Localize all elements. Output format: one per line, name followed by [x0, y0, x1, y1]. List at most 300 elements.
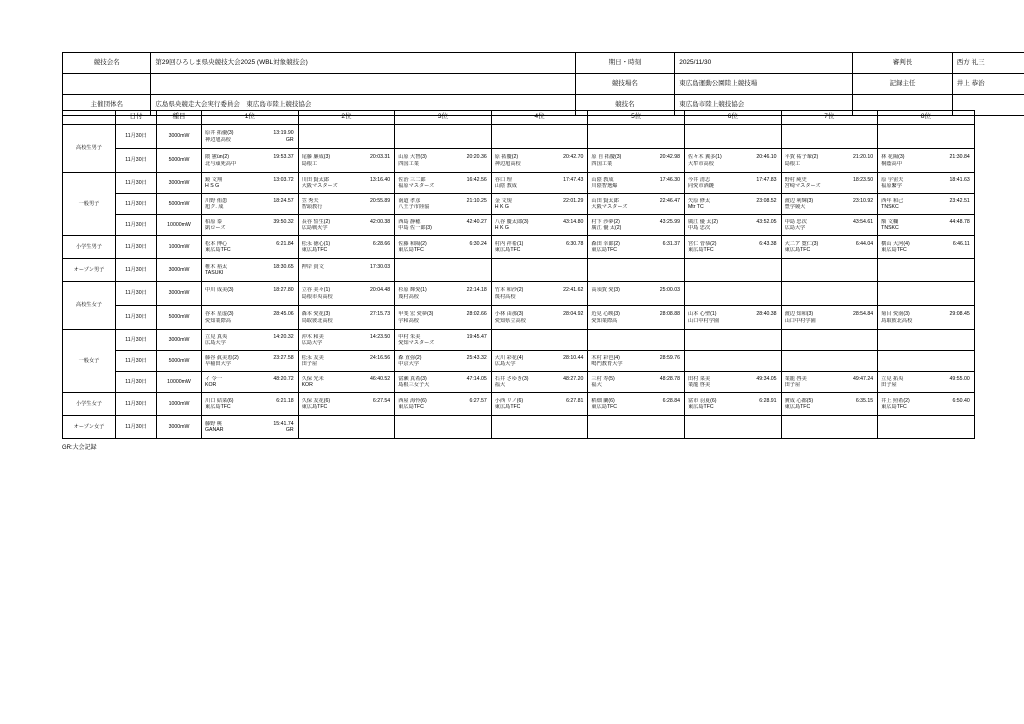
result-entry: [685, 218, 781, 233]
header-value-2: 2025/11/30: [675, 53, 853, 74]
result-cell: [781, 236, 878, 259]
event-cell: 3000mW: [157, 259, 202, 282]
result-entry: [782, 153, 878, 168]
table-row: [63, 393, 975, 416]
result-time: 43:14.80: [563, 218, 584, 225]
record-badge: GR: [285, 427, 294, 433]
result-entry: [299, 286, 395, 301]
athlete-affiliation: 廣江 優 太(2): [591, 225, 622, 231]
result-time: 28:08.88: [659, 311, 680, 317]
athlete-affiliation: 愛知マスターズ: [398, 340, 435, 346]
athlete-affiliation: 福原マスターズ: [398, 183, 435, 189]
table-row: [63, 306, 975, 330]
result-cell: [588, 194, 685, 215]
athlete-affiliation: GANAR: [205, 427, 224, 433]
athlete-affiliation: 鳥取彼北高校: [301, 317, 333, 324]
result-time: 22:46.47: [659, 197, 680, 204]
result-time: 43:52.05: [756, 218, 777, 225]
category-cell: 小学生女子: [63, 393, 116, 416]
athlete-affiliation: 八王子市陸協: [398, 204, 430, 210]
athlete-name: 柏原 泰: [205, 218, 223, 225]
column-header: 種目: [157, 111, 202, 125]
header-row: [63, 53, 1024, 74]
athlete-affiliation: 広島大学: [301, 340, 323, 346]
result-entry: [878, 218, 974, 233]
result-cell: [588, 236, 685, 259]
athlete-affiliation: 智頭教行: [301, 204, 323, 210]
result-entry: [588, 333, 684, 348]
result-time: 18:23.50: [852, 176, 874, 183]
result-cell: [781, 125, 878, 149]
athlete-affiliation: 四国工業: [591, 160, 613, 167]
result-cell: [684, 194, 781, 215]
athlete-name: 久保 友花(6): [301, 397, 331, 404]
result-entry: [202, 286, 298, 301]
result-cell: [298, 125, 395, 149]
table-row: [63, 372, 975, 393]
athlete-affiliation: 四国工業: [398, 160, 419, 167]
result-entry: [492, 375, 588, 390]
result-cell: [491, 149, 588, 173]
result-cell: [395, 416, 492, 439]
result-time: 48:28.78: [659, 375, 680, 382]
result-cell: [781, 372, 878, 393]
result-cell: [202, 125, 299, 149]
header-value-2: 東広島市陸上競技協会: [675, 95, 853, 116]
result-entry: [588, 375, 684, 390]
table-row: [63, 236, 975, 259]
result-entry: [395, 240, 491, 255]
result-cell: [878, 306, 975, 330]
result-time: 49:55.00: [949, 375, 970, 382]
result-entry: [202, 263, 298, 278]
athlete-affiliation: 神辺旭高校: [205, 136, 231, 143]
result-cell: [684, 416, 781, 439]
athlete-name: 富瀬 真希(3): [398, 375, 427, 382]
result-entry: [782, 333, 878, 348]
result-cell: [491, 236, 588, 259]
event-cell: 10000mW: [157, 372, 202, 393]
athlete-affiliation: 愛知業際高: [591, 317, 618, 324]
athlete-affiliation: 広島大学: [784, 225, 806, 231]
athlete-affiliation: 凱ローズ: [205, 225, 226, 231]
result-cell: [395, 236, 492, 259]
result-cell: [395, 125, 492, 149]
athlete-affiliation: 業龍 啓美: [687, 382, 711, 388]
athlete-affiliation: H K G: [494, 204, 509, 210]
result-time: 20:03.31: [369, 154, 391, 160]
result-entry: [395, 153, 491, 168]
table-row: [63, 259, 975, 282]
category-cell: オープン男子: [63, 259, 116, 282]
athlete-affiliation: 東広島TFC: [398, 404, 424, 410]
result-cell: [298, 215, 395, 236]
athlete-affiliation: 鳥取彼北高校: [881, 317, 913, 324]
athlete-name: 尾藤 廉成(3): [301, 154, 331, 160]
athlete-name: 佐々木 翼多(1): [687, 154, 722, 160]
result-cell: [878, 351, 975, 372]
athlete-name: 矢原 修太: [687, 197, 711, 204]
athlete-name: 横山 大河(4): [881, 240, 910, 247]
result-entry: [202, 420, 298, 435]
athlete-name: 原井 拓優(3): [205, 130, 234, 136]
athlete-name: 廣江 優 太(2): [687, 218, 718, 225]
athlete-affiliation: 東広島TFC: [301, 404, 328, 410]
athlete-name: 村下 沙夢(2): [591, 218, 620, 225]
result-entry: [782, 354, 878, 369]
result-entry: [492, 129, 588, 144]
result-cell: [684, 330, 781, 351]
result-time: 49:47.24: [852, 375, 874, 382]
result-cell: [491, 215, 588, 236]
result-entry: [299, 218, 395, 233]
athlete-name: 富市 羽夏(6): [687, 397, 717, 404]
athlete-affiliation: 東広島TFC: [205, 247, 231, 253]
table-row: [63, 149, 975, 173]
result-time: 19:53.37: [273, 154, 294, 160]
athlete-name: 椎木 裕太: [205, 263, 228, 270]
athlete-affiliation: TNSKC: [881, 204, 899, 210]
event-cell: 3000mW: [157, 282, 202, 306]
result-entry: [588, 153, 684, 168]
result-cell: [298, 259, 395, 282]
athlete-affiliation: 田子屋: [301, 361, 318, 367]
table-row: [63, 194, 975, 215]
result-entry: [878, 420, 974, 435]
athlete-affiliation: 東広島TFC: [687, 404, 714, 410]
result-cell: [395, 372, 492, 393]
category-cell: 高校生男子: [63, 125, 116, 173]
result-entry: [588, 354, 684, 369]
athlete-affiliation: 島根工: [784, 160, 801, 167]
result-cell: [298, 330, 395, 351]
result-cell: [395, 149, 492, 173]
result-cell: [202, 259, 299, 282]
result-cell: [781, 416, 878, 439]
athlete-name: 平賀 祐子輩(2): [784, 154, 819, 160]
athlete-affiliation: 川陰智選爆: [591, 183, 618, 189]
result-time: 17:46.30: [659, 176, 680, 183]
athlete-name: 久保 光未: [301, 375, 324, 382]
result-cell: [878, 125, 975, 149]
result-time: 6:28.66: [372, 240, 391, 247]
result-entry: [299, 240, 395, 255]
result-cell: [202, 236, 299, 259]
result-time: 6:30.24: [469, 240, 487, 247]
result-cell: [781, 259, 878, 282]
result-entry: [588, 286, 684, 301]
result-cell: [781, 215, 878, 236]
athlete-affiliation: 島根工: [301, 160, 318, 167]
athlete-name: 渡辺 知和(3): [784, 311, 814, 317]
column-header: 8位: [878, 111, 975, 125]
result-time: 22:14.18: [466, 287, 487, 293]
column-header: 5位: [588, 111, 685, 125]
athlete-affiliation: 福原繋学: [881, 183, 902, 189]
result-cell: [491, 194, 588, 215]
result-entry: [878, 197, 974, 212]
athlete-affiliation: 神辺旭高校: [494, 160, 521, 167]
result-time: 24:16.56: [369, 354, 391, 361]
result-entry: [395, 310, 491, 325]
result-entry: [782, 286, 878, 301]
athlete-name: 大二ア 寛仁(3): [784, 240, 819, 247]
result-entry: [492, 310, 588, 325]
date-cell: 11月30日: [116, 393, 157, 416]
result-cell: [588, 173, 685, 194]
result-time: 23:27.58: [273, 354, 294, 361]
result-entry: [492, 153, 588, 168]
athlete-affiliation: 福大: [591, 382, 602, 388]
result-entry: [202, 354, 298, 369]
result-entry: [588, 420, 684, 435]
table-row: [63, 125, 975, 149]
meet-header-table: [62, 52, 1024, 116]
date-cell: 11月30日: [116, 306, 157, 330]
athlete-name: 原 拓慶(2): [494, 154, 519, 160]
result-cell: [395, 259, 492, 282]
result-time: 23:42.51: [949, 197, 970, 204]
result-cell: [878, 393, 975, 416]
result-entry: [588, 218, 684, 233]
table-row: [63, 173, 975, 194]
athlete-affiliation: 愛知業際高: [205, 317, 231, 324]
result-entry: [685, 263, 781, 278]
athlete-name: 西屋 海怜(6): [398, 397, 427, 404]
athlete-name: 松永 徳心(1): [301, 240, 331, 247]
result-entry: [782, 263, 878, 278]
athlete-name: 實成 心都(5): [784, 397, 814, 404]
athlete-name: 小西 リノ(6): [494, 397, 524, 404]
record-badge: GR: [285, 136, 294, 143]
result-entry: [395, 286, 491, 301]
result-cell: [781, 351, 878, 372]
result-entry: [878, 375, 974, 390]
result-entry: [299, 263, 395, 278]
result-cell: [684, 282, 781, 306]
athlete-affiliation: TNSKC: [881, 225, 899, 231]
result-time: 20:04.48: [369, 287, 391, 293]
date-cell: 11月30日: [116, 351, 157, 372]
result-time: 21:30.84: [949, 154, 970, 160]
result-time: 6:50.40: [952, 397, 970, 404]
table-row: [63, 416, 975, 439]
category-cell: 一般男子: [63, 173, 116, 236]
result-entry: [395, 129, 491, 144]
result-time: 28:45.06: [273, 311, 294, 317]
result-cell: [684, 125, 781, 149]
result-cell: [491, 330, 588, 351]
athlete-affiliation: 東広島TFC: [301, 247, 328, 253]
event-cell: 5000mW: [157, 194, 202, 215]
result-entry: [492, 354, 588, 369]
result-cell: [588, 330, 685, 351]
result-entry: [202, 197, 298, 212]
result-time: 18:24.57: [273, 197, 294, 204]
result-time: 6:28.91: [759, 397, 777, 404]
result-cell: [878, 215, 975, 236]
result-time: 22:01.29: [563, 197, 584, 204]
result-entry: [685, 286, 781, 301]
result-cell: [878, 194, 975, 215]
athlete-affiliation: 東広島TFC: [687, 247, 714, 253]
event-cell: 5000mW: [157, 149, 202, 173]
result-entry: [395, 420, 491, 435]
athlete-name: 稻畑 蘭(6): [591, 397, 615, 404]
result-entry: [588, 176, 684, 191]
athlete-name: 今井 清志: [687, 176, 711, 183]
result-cell: [878, 236, 975, 259]
result-entry: [202, 333, 298, 348]
header-value: [151, 74, 575, 95]
result-time: 6:43.38: [759, 240, 777, 247]
result-entry: [878, 310, 974, 325]
date-cell: 11月30日: [116, 330, 157, 351]
athlete-name: 山田 賢太郎: [591, 197, 619, 204]
result-cell: [298, 306, 395, 330]
result-entry: [782, 176, 878, 191]
result-time: 6:21.84: [276, 240, 294, 247]
result-time: 42:40.27: [466, 218, 487, 225]
result-time: 29:08.45: [949, 311, 970, 317]
result-entry: [395, 375, 491, 390]
athlete-name: 野村 純史: [784, 176, 807, 183]
athlete-name: 長谷 誓生(2): [301, 218, 331, 225]
result-entry: [299, 420, 395, 435]
column-header: 2位: [298, 111, 395, 125]
result-entry: [782, 397, 878, 412]
result-cell: [878, 372, 975, 393]
athlete-name: 杉原 輝愛(1): [398, 287, 427, 293]
header-row: [63, 74, 1024, 95]
header-value-2: 東広島運動公園陸上競技場: [675, 74, 853, 95]
result-time: 17:47.83: [756, 176, 777, 183]
column-header: 6位: [684, 111, 781, 125]
result-cell: [588, 149, 685, 173]
result-time: 14:23.50: [369, 333, 391, 340]
result-entry: [685, 176, 781, 191]
result-cell: [781, 282, 878, 306]
athlete-affiliation: 中島 佐一郎(3): [398, 225, 432, 231]
result-entry: [782, 420, 878, 435]
result-cell: [588, 351, 685, 372]
header-label: 競技会名: [63, 53, 151, 74]
athlete-affiliation: 大阪マスターズ: [591, 204, 628, 210]
result-entry: [685, 197, 781, 212]
result-time: 13:16.40: [369, 176, 391, 183]
result-entry: [299, 310, 395, 325]
event-cell: 10000mW: [157, 215, 202, 236]
result-time: 20:55.89: [369, 197, 391, 204]
header-label-3: 審判長: [853, 53, 953, 74]
athlete-affiliation: KOR: [205, 382, 217, 388]
athlete-affiliation: 広島大学: [205, 340, 226, 346]
athlete-name: 原 自 拓慶(3): [591, 154, 622, 160]
result-entry: [878, 397, 974, 412]
column-header: 4位: [491, 111, 588, 125]
result-time: 6:30.78: [566, 240, 584, 247]
result-entry: [685, 333, 781, 348]
event-cell: 3000mW: [157, 330, 202, 351]
athlete-name: 中村 朱美: [398, 333, 421, 340]
result-time: 21:20.10: [852, 154, 874, 160]
athlete-affiliation: 山陰 教成: [494, 183, 517, 189]
header-label-3: 記録主任: [853, 74, 953, 95]
result-cell: [684, 372, 781, 393]
result-time: 22:41.62: [563, 287, 584, 293]
result-entry: [395, 354, 491, 369]
result-entry: [588, 263, 684, 278]
athlete-name: 鏡 文翔: [205, 176, 223, 183]
result-time: 28:04.92: [563, 311, 584, 317]
athlete-affiliation: 福大: [494, 382, 506, 388]
result-cell: [684, 236, 781, 259]
result-cell: [298, 416, 395, 439]
athlete-affiliation: H K G: [494, 225, 509, 231]
athlete-name: 立見 真央: [205, 333, 228, 340]
result-cell: [878, 416, 975, 439]
result-entry: [492, 397, 588, 412]
athlete-name: 川田 賢太郎: [301, 176, 329, 183]
result-time: 17:30.03: [369, 263, 391, 270]
result-time: 18:41.63: [949, 176, 970, 183]
result-time: 18:30.65: [273, 263, 294, 270]
athlete-name: 石井 さゆき(3): [494, 375, 529, 382]
result-cell: [395, 215, 492, 236]
athlete-name: 木村 彩笆(4): [591, 354, 620, 361]
athlete-affiliation: Mtr TC: [687, 204, 704, 210]
result-cell: [202, 282, 299, 306]
athlete-affiliation: 東広島TFC: [591, 247, 618, 253]
athlete-affiliation: 東広島TFC: [881, 404, 907, 410]
result-entry: [588, 240, 684, 255]
result-entry: [878, 333, 974, 348]
result-entry: [202, 153, 298, 168]
result-cell: [684, 259, 781, 282]
result-entry: [878, 153, 974, 168]
result-cell: [202, 416, 299, 439]
result-time: 21:10.25: [466, 197, 487, 204]
athlete-name: 川野 侑患: [205, 197, 228, 204]
result-cell: [588, 416, 685, 439]
result-entry: [395, 197, 491, 212]
result-cell: [298, 351, 395, 372]
table-row: [63, 215, 975, 236]
athlete-name: イ 令一: [205, 375, 223, 382]
athlete-name: 宮仁 菅恭(2): [687, 240, 717, 247]
result-entry: [782, 197, 878, 212]
result-cell: [781, 306, 878, 330]
result-cell: [588, 215, 685, 236]
column-header: 日付: [116, 111, 157, 125]
result-cell: [491, 372, 588, 393]
result-entry: [492, 286, 588, 301]
date-cell: 11月30日: [116, 173, 157, 194]
result-time: 25:43.32: [466, 354, 487, 361]
athlete-affiliation: H S G: [205, 183, 220, 189]
result-cell: [491, 351, 588, 372]
result-cell: [878, 149, 975, 173]
result-entry: [588, 397, 684, 412]
athlete-name: 中川 成美(3): [205, 287, 234, 293]
result-entry: [685, 153, 781, 168]
result-cell: [684, 351, 781, 372]
athlete-affiliation: 山口中村学園: [687, 317, 720, 324]
athlete-name: 森本 愛花(3): [301, 311, 331, 317]
athlete-name: 金 文規: [494, 197, 512, 204]
result-entry: [782, 218, 878, 233]
athlete-name: 佐治 三二郎: [398, 176, 426, 183]
